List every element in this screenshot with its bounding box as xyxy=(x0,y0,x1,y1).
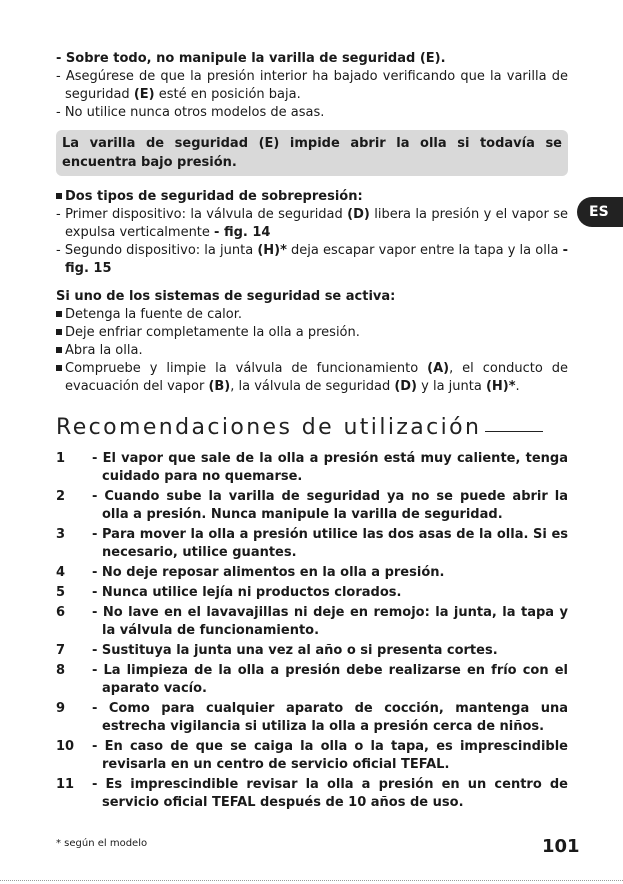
list-item xyxy=(56,526,568,562)
active-step xyxy=(56,324,568,342)
item1-ref: (D) xyxy=(347,207,370,222)
list-item xyxy=(56,488,568,524)
safety-callout: La varilla de seguridad (E) impide abrir la olla si todavía se encuentra bajo presión. xyxy=(56,130,568,176)
intro-line-1: - Sobre todo, no manipule la varilla de seguridad (E). xyxy=(56,51,446,66)
list-item xyxy=(56,604,568,640)
item-number: 5 xyxy=(56,585,66,600)
last-ref-d: (D) xyxy=(394,379,418,394)
item-text: - En caso de que se caiga la olla o la tapa, es imprescindible revisarla en un centro de servicio oficial TEFAL. xyxy=(92,739,568,772)
intro-line-2-end: esté en posición baja. xyxy=(154,87,301,102)
active-step-text: Detenga la fuente de calor. xyxy=(65,307,243,322)
last-ref-a: (A) xyxy=(427,361,450,376)
last-ref-h: (H)* xyxy=(485,379,516,394)
bullet-square-icon xyxy=(56,193,62,199)
item-number: 9 xyxy=(56,701,66,716)
active-step xyxy=(56,342,568,360)
bullet-square-icon xyxy=(56,347,62,353)
last-text-3: , la válvula de seguridad xyxy=(230,379,395,394)
item2-text-2: deja escapar vapor entre la tapa y la olla xyxy=(286,243,563,258)
item-text: - No deje reposar alimentos en la olla a presión. xyxy=(92,565,445,580)
item-number: 10 xyxy=(56,739,75,754)
item-text: - La limpieza de la olla a presión debe realizarse en frío con el aparato vacío. xyxy=(92,663,568,696)
list-item xyxy=(56,662,568,698)
item-number: 11 xyxy=(56,777,75,792)
active-step-text: Deje enfriar completamente la olla a presión. xyxy=(65,325,360,340)
section-title-text: Recomendaciones de utilización xyxy=(56,415,482,440)
item-number: 1 xyxy=(56,451,66,466)
intro-line-3: - No utilice nunca otros modelos de asas. xyxy=(56,105,325,120)
item2-ref: (H)* xyxy=(257,243,287,258)
item-text: - No lave en el lavavajillas ni deje en remojo: la junta, la tapa y la válvula de funcionamiento. xyxy=(92,605,568,638)
list-item xyxy=(56,584,568,602)
item-text: - El vapor que sale de la olla a presión está muy caliente, tenga cuidado para no quemarse. xyxy=(92,451,568,484)
item-text: - Como para cualquier aparato de cocción, mantenga una estrecha vigilancia si utiliza la olla a presión cerca de niños. xyxy=(92,701,568,734)
list-item xyxy=(56,642,568,660)
footnote: * según el modelo xyxy=(56,838,148,849)
bullet-square-icon xyxy=(56,365,62,371)
active-step-last xyxy=(56,360,568,396)
item1-text-2: libera la presión y el vapor se expulsa verticalmente xyxy=(65,207,568,240)
item-text: - Cuando sube la varilla de seguridad ya no se puede abrir la olla a presión. Nunca manipule la varilla de seguridad. xyxy=(92,489,568,522)
item-text: - Sustituya la junta una vez al año o si presenta cortes. xyxy=(92,643,498,658)
intro-line-2-text: - Asegúrese de que la presión interior ha bajado verificando que la varilla de seguridad xyxy=(56,69,568,102)
item-text: - Nunca utilice lejía ni productos clorados. xyxy=(92,585,402,600)
active-heading: Si uno de los sistemas de seguridad se activa: xyxy=(56,289,396,304)
overpressure-item-1 xyxy=(56,206,568,242)
bullet-square-icon xyxy=(56,329,62,335)
list-item xyxy=(56,700,568,736)
item1-fig: - fig. 14 xyxy=(214,225,271,240)
item-number: 3 xyxy=(56,527,66,542)
active-step-text: Abra la olla. xyxy=(65,343,143,358)
item-number: 8 xyxy=(56,663,66,678)
item-number: 7 xyxy=(56,643,66,658)
last-text-5: . xyxy=(515,379,520,394)
item-number: 2 xyxy=(56,489,66,504)
bullet-square-icon xyxy=(56,311,62,317)
active-step xyxy=(56,306,568,324)
item-text: - Para mover la olla a presión utilice las dos asas de la olla. Si es necesario, utilice guantes. xyxy=(92,527,568,560)
recommendations-list xyxy=(56,450,568,812)
last-text-2: , el conducto de evacuación del vapor xyxy=(65,361,568,394)
page-content xyxy=(56,50,568,814)
last-ref-b: (B) xyxy=(208,379,231,394)
intro-line-2-ref: (E) xyxy=(133,87,155,102)
list-item xyxy=(56,564,568,582)
list-item xyxy=(56,450,568,486)
list-item xyxy=(56,776,568,812)
overpressure-heading xyxy=(56,188,568,206)
section-title xyxy=(56,414,568,442)
last-text: Compruebe y limpie la válvula de funcionamiento xyxy=(65,361,428,376)
item2-text: - Segundo dispositivo: la junta xyxy=(56,243,258,258)
title-rule xyxy=(485,431,543,432)
intro-line-2 xyxy=(56,68,568,104)
language-tab: ES xyxy=(577,197,623,227)
list-item xyxy=(56,738,568,774)
bottom-divider xyxy=(0,880,623,881)
item-text: - Es imprescindible revisar la olla a presión en un centro de servicio oficial TEFAL después de 10 años de uso. xyxy=(92,777,568,810)
item-number: 6 xyxy=(56,605,66,620)
last-text-4: y la junta xyxy=(417,379,486,394)
overpressure-item-2 xyxy=(56,242,568,278)
item2-fig: - fig. 15 xyxy=(65,243,568,276)
item1-text: - Primer dispositivo: la válvula de seguridad xyxy=(56,207,348,222)
item-number: 4 xyxy=(56,565,66,580)
overpressure-heading-text: Dos tipos de seguridad de sobrepresión: xyxy=(65,189,363,204)
page-number: 101 xyxy=(542,836,580,857)
